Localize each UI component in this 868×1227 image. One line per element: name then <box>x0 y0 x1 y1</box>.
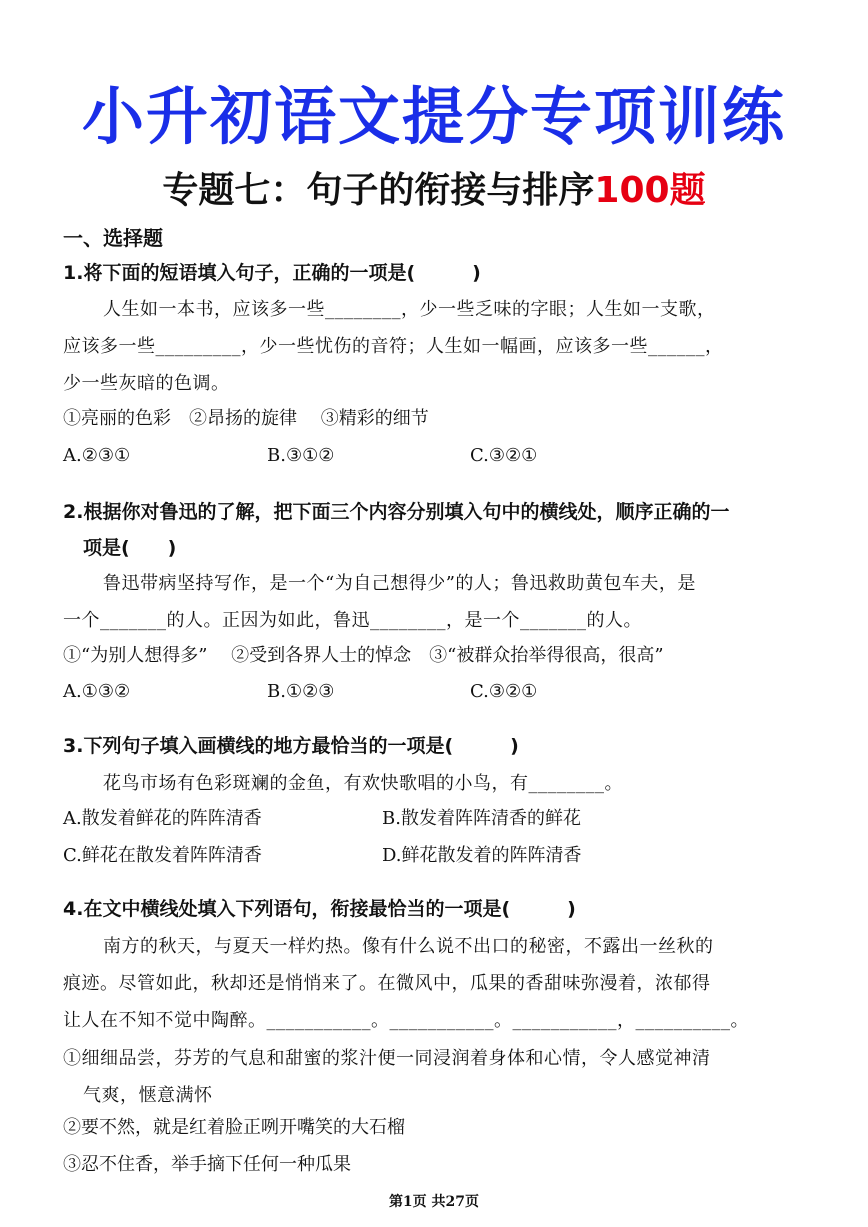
q2-option-a: A.①③② <box>63 681 131 702</box>
q3-option-a: A.散发着鲜花的阵阵清香 <box>63 808 262 829</box>
q1-option-b: B.③①② <box>267 445 335 466</box>
q3-option-d: D.鲜花散发着的阵阵清香 <box>382 845 582 866</box>
q2-option-b: B.①②③ <box>267 681 335 702</box>
sub-title-count: 100题 <box>594 170 706 211</box>
page-footer: 第1页 共27页 <box>388 1194 480 1210</box>
q4-passage-line: 让人在不知不觉中陶醉。___________。___________。___________，__________。 <box>63 1010 749 1031</box>
q4-passage <box>63 928 808 1039</box>
q1-passage <box>63 291 808 402</box>
q3-option-b: B.散发着阵阵清香的鲜花 <box>382 808 581 829</box>
q2-passage <box>63 565 808 639</box>
q2-passage-line: 一个_______的人。正因为如此，鲁迅________，是一个_______的人。 <box>63 610 642 631</box>
q4-item-line: 气爽，惬意满怀 <box>83 1085 213 1106</box>
q3-passage-line: 花鸟市场有色彩斑斓的金鱼，有欢快歌唱的小鸟，有________。 <box>103 773 623 794</box>
section-heading: 一、选择题 <box>63 226 163 250</box>
q3-option-c: C.鲜花在散发着阵阵清香 <box>63 845 262 866</box>
q3-stem: 3.下列句子填入画横线的地方最恰当的一项是( ) <box>63 735 519 757</box>
q1-phrases: ①亮丽的色彩 ②昂扬的旋律 ③精彩的细节 <box>63 408 429 429</box>
q1-stem: 1.将下面的短语填入句子，正确的一项是( ) <box>63 262 481 284</box>
sub-title <box>0 166 868 216</box>
q1-passage-line: 少一些灰暗的色调。 <box>63 373 230 394</box>
q4-passage-line: 痕迹。尽管如此，秋却还是悄悄来了。在微风中，瓜果的香甜味弥漫着，浓郁得 <box>63 973 711 994</box>
q4-passage-line: 南方的秋天，与夏天一样灼热。像有什么说不出口的秘密，不露出一丝秋的 <box>103 936 714 957</box>
q2-stem-line: 2.根据你对鲁迅的了解，把下面三个内容分别填入句中的横线处，顺序正确的一 <box>63 501 730 523</box>
sub-title-text: 专题七：句子的衔接与排序 <box>162 170 595 211</box>
q2-stem <box>63 497 823 563</box>
q3-passage <box>63 765 808 802</box>
q1-option-c: C.③②① <box>470 445 538 466</box>
q4-stem: 4.在文中横线处填入下列语句，衔接最恰当的一项是( ) <box>63 898 576 920</box>
q4-item-line: ①细细品尝，芬芳的气息和甜蜜的浆汁便一同浸润着身体和心情，令人感觉神清 <box>63 1048 711 1069</box>
q2-stem-line: 项是( ) <box>83 537 177 559</box>
q2-phrases: ①“为别人想得多” ②受到各界人士的悼念 ③“被群众抬举得很高，很高” <box>63 645 664 666</box>
main-title: 小升初语文提分专项训练 <box>81 80 786 153</box>
q4-item-3: ③忍不住香，举手摘下任何一种瓜果 <box>63 1154 351 1175</box>
q4-item-1 <box>63 1040 808 1114</box>
q1-option-a: A.②③① <box>63 445 131 466</box>
q4-item-2: ②要不然，就是红着脸正咧开嘴笑的大石榴 <box>63 1117 405 1138</box>
q2-passage-line: 鲁迅带病坚持写作，是一个“为自己想得少”的人；鲁迅救助黄包车夫，是 <box>103 573 696 594</box>
q1-passage-line: 人生如一本书，应该多一些________，少一些乏味的字眼；人生如一支歌， <box>103 299 716 320</box>
q1-passage-line: 应该多一些_________，少一些忧伤的音符；人生如一幅画，应该多一些______， <box>63 336 724 357</box>
q2-option-c: C.③②① <box>470 681 538 702</box>
